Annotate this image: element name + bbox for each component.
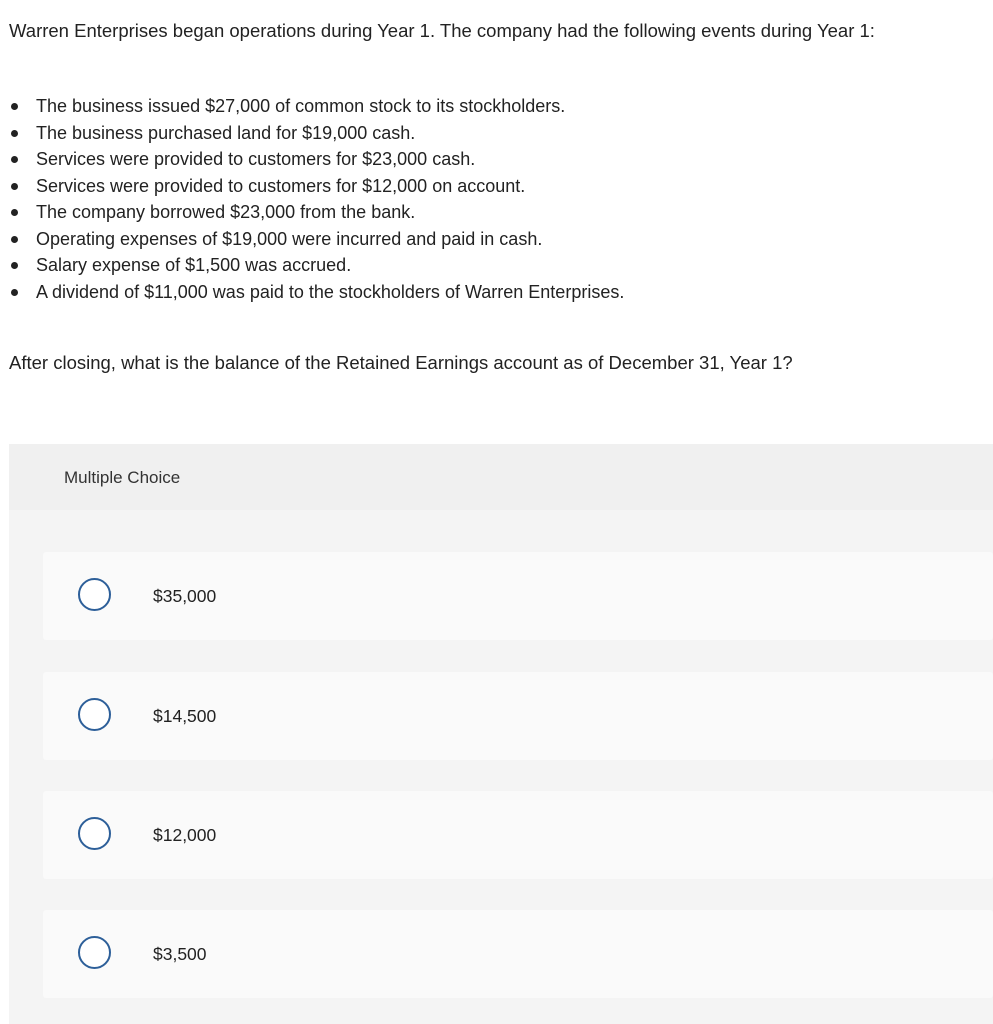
panel-title: Multiple Choice <box>64 468 181 487</box>
events-list <box>0 93 624 305</box>
choice-option-1[interactable] <box>43 552 993 640</box>
choice-option-2[interactable] <box>43 672 993 760</box>
multiple-choice-panel <box>9 444 993 1024</box>
event-item: Services were provided to customers for $23,000 cash. <box>36 146 624 173</box>
choice-option-4[interactable] <box>43 910 993 998</box>
choice-label: $35,000 <box>153 586 217 606</box>
radio-button-icon[interactable] <box>78 936 111 969</box>
event-item: Operating expenses of $19,000 were incurred and paid in cash. <box>36 226 624 253</box>
choice-option-3[interactable] <box>43 791 993 879</box>
problem-intro: Warren Enterprises began operations during Year 1. The company had the following events during Year 1: <box>9 20 875 41</box>
question-text: After closing, what is the balance of the Retained Earnings account as of December 31, Year 1? <box>9 352 793 373</box>
choice-label: $12,000 <box>153 825 217 845</box>
event-item: The business purchased land for $19,000 cash. <box>36 120 624 147</box>
choice-label: $14,500 <box>153 706 217 726</box>
event-item: The company borrowed $23,000 from the bank. <box>36 199 624 226</box>
radio-button-icon[interactable] <box>78 698 111 731</box>
choice-label: $3,500 <box>153 944 207 964</box>
event-item: The business issued $27,000 of common stock to its stockholders. <box>36 93 624 120</box>
event-item: Services were provided to customers for $12,000 on account. <box>36 173 624 200</box>
event-item: Salary expense of $1,500 was accrued. <box>36 252 624 279</box>
radio-button-icon[interactable] <box>78 578 111 611</box>
panel-header <box>9 444 993 510</box>
radio-button-icon[interactable] <box>78 817 111 850</box>
event-item: A dividend of $11,000 was paid to the stockholders of Warren Enterprises. <box>36 279 624 306</box>
